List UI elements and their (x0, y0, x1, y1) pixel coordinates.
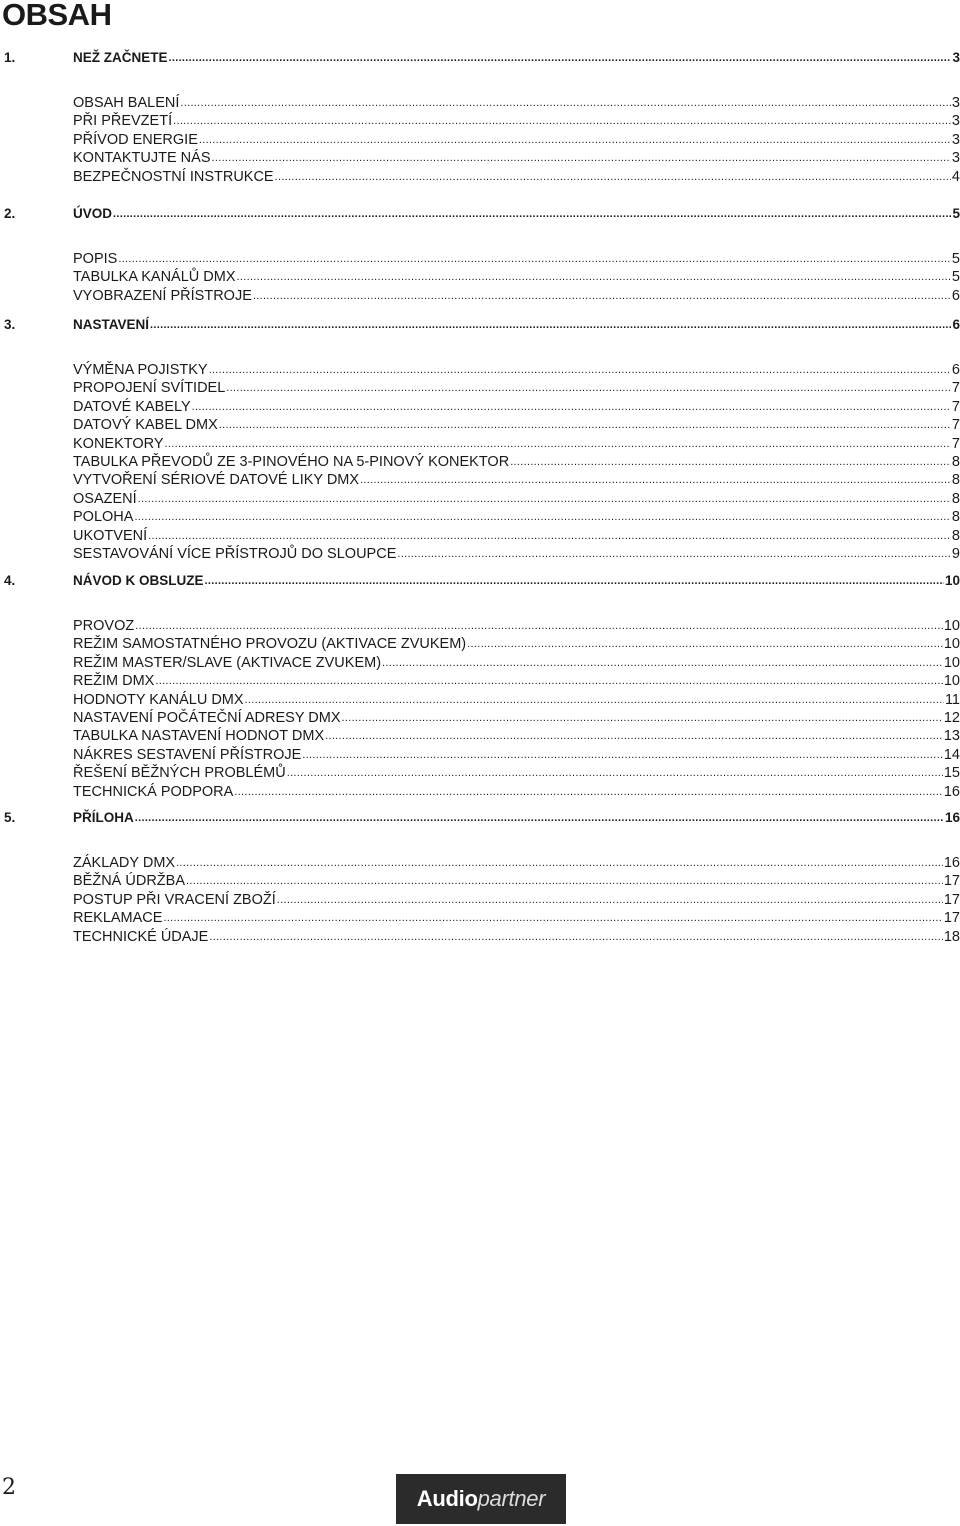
audiopartner-logo (396, 1474, 566, 1524)
toc-entry-label: HODNOTY KANÁLU DMX (73, 691, 244, 708)
toc-entry[interactable] (73, 112, 960, 130)
section-number: 5. (4, 810, 16, 825)
toc-entry[interactable] (73, 453, 960, 471)
toc-entry-page: 14 (943, 746, 960, 763)
dot-leader (135, 809, 944, 827)
toc-entry-label: POSTUP PŘI VRACENÍ ZBOŽÍ (73, 891, 276, 908)
dot-leader (212, 149, 951, 167)
toc-entry-label: VYOBRAZENÍ PŘÍSTROJE (73, 287, 252, 304)
toc-entry-page: 6 (951, 287, 960, 304)
section-number: 1. (4, 50, 16, 65)
toc-entry-page: 11 (944, 691, 960, 708)
toc-entry-label: REKLAMACE (73, 910, 163, 927)
dot-leader (205, 572, 944, 590)
section-heading-label: NÁVOD K OBSLUZE (73, 573, 204, 588)
toc-entry-label: REŽIM SAMOSTATNÉHO PROVOZU (AKTIVACE ZVUKEM) (73, 636, 467, 653)
toc-entry-label: TABULKA KANÁLŮ DMX (73, 269, 236, 286)
toc-entry[interactable] (73, 416, 960, 434)
dot-leader (325, 727, 943, 745)
toc-entry-page: 18 (943, 928, 960, 945)
toc-entry[interactable] (73, 361, 960, 379)
dot-leader (173, 112, 951, 130)
toc-entry-label: PŘÍVOD ENERGIE (73, 131, 198, 148)
toc-entry-page: 3 (951, 150, 960, 167)
toc-entry-label: REŽIM MASTER/SLAVE (AKTIVACE ZVUKEM) (73, 654, 382, 671)
toc-entry-label: NASTAVENÍ POČÁTEČNÍ ADRESY DMX (73, 710, 341, 726)
dot-leader (234, 783, 943, 801)
toc-entry[interactable] (73, 617, 960, 635)
toc-entry-page: 8 (951, 490, 960, 507)
section-heading-label: NEŽ ZAČNETE (73, 50, 168, 65)
dot-leader (134, 508, 950, 526)
logo-text (417, 1486, 545, 1512)
toc-entry-page: 8 (951, 509, 960, 526)
toc-entry-label: ŘEŠENÍ BĚŽNÝCH PROBLÉMŮ (73, 765, 286, 782)
toc-entry-label: POLOHA (73, 509, 134, 526)
toc-entry[interactable] (73, 435, 960, 453)
toc-entry-page: 15 (943, 765, 960, 782)
dot-leader (253, 287, 951, 305)
toc-entry[interactable] (73, 635, 960, 653)
toc-entry-label: VYTVOŘENÍ SÉRIOVÉ DATOVÉ LIKY DMX (73, 472, 360, 489)
toc-entry[interactable] (73, 928, 960, 946)
toc-entry-page: 5 (951, 269, 960, 286)
dot-leader (277, 891, 943, 909)
toc-entry-page: 17 (943, 910, 960, 927)
section-heading-label: ÚVOD (73, 206, 113, 221)
toc-entry-page: 16 (943, 783, 960, 800)
dot-leader (155, 672, 943, 690)
dot-leader (199, 131, 951, 149)
toc-entry[interactable] (73, 471, 960, 489)
toc-entry[interactable] (73, 783, 960, 801)
toc-entry[interactable] (73, 854, 960, 872)
toc-entry-page: 6 (951, 362, 960, 378)
toc-entry-page: 8 (951, 472, 960, 489)
toc-entry-page: 8 (951, 527, 960, 544)
toc-entry-page: 8 (951, 454, 960, 470)
toc-entry-label: KONTAKTUJTE NÁS (73, 150, 211, 167)
dot-leader (176, 854, 943, 872)
toc-entry-page: 7 (951, 435, 960, 452)
toc-entry-page: 7 (951, 380, 960, 397)
section-number: 3. (4, 317, 16, 332)
toc-entry-label: POPIS (73, 251, 118, 267)
dot-leader (192, 398, 951, 416)
toc-entry-label: BEZPEČNOSTNÍ INSTRUKCE (73, 168, 274, 185)
toc-entry-page: 9 (951, 546, 960, 562)
dot-leader (138, 490, 951, 508)
section-heading-page: 3 (952, 50, 960, 65)
toc-entry-label: TABULKA PŘEVODŮ ZE 3-PINOVÉHO NA 5-PINOVÝ KONEKTOR (73, 454, 510, 470)
toc-entry-page: 10 (943, 618, 960, 634)
dot-leader (148, 527, 951, 545)
toc-entry[interactable] (73, 508, 960, 526)
dot-leader (467, 635, 943, 653)
section-number: 2. (4, 206, 16, 221)
toc-entry-page: 10 (943, 636, 960, 653)
toc-entry[interactable] (73, 94, 960, 112)
toc-entry[interactable] (73, 168, 960, 186)
toc-entry-label: PROVOZ (73, 618, 135, 634)
toc-entry-page: 17 (943, 891, 960, 908)
toc-entry-page: 16 (943, 855, 960, 871)
dot-leader (186, 872, 943, 890)
toc-entry-page: 3 (951, 131, 960, 148)
toc-entry[interactable] (73, 250, 960, 268)
toc-entry[interactable] (73, 149, 960, 167)
toc-entry-label: SESTAVOVÁNÍ VÍCE PŘÍSTROJŮ DO SLOUPCE (73, 546, 397, 562)
toc-entry-page: 12 (943, 710, 960, 726)
dot-leader (180, 94, 951, 112)
dot-leader (165, 435, 951, 453)
toc-entry[interactable] (73, 691, 960, 709)
page-title: OBSAH (2, 0, 112, 32)
toc-entry[interactable] (73, 287, 960, 305)
dot-leader (113, 205, 951, 223)
dot-leader (135, 617, 943, 635)
toc-entry[interactable] (73, 764, 960, 782)
toc-entry-label: TABULKA NASTAVENÍ HODNOT DMX (73, 728, 325, 745)
toc-entry-label: UKOTVENÍ (73, 527, 148, 544)
toc-entry[interactable] (73, 709, 960, 727)
toc-entry[interactable] (73, 379, 960, 397)
toc-entry-label: NÁKRES SESTAVENÍ PŘÍSTROJE (73, 746, 302, 763)
dot-leader (226, 379, 951, 397)
dot-leader (360, 471, 951, 489)
toc-entry[interactable] (73, 746, 960, 764)
toc-entry[interactable] (73, 398, 960, 416)
toc-entry-page: 13 (943, 728, 960, 745)
dot-leader (397, 545, 951, 563)
section-heading-label: PŘÍLOHA (73, 810, 134, 825)
section-heading[interactable] (73, 49, 960, 67)
dot-leader (302, 746, 943, 764)
dot-leader (510, 453, 951, 471)
toc-entry[interactable] (73, 131, 960, 149)
toc-entry-label: PŘI PŘEVZETÍ (73, 113, 173, 130)
dot-leader (118, 250, 951, 268)
toc-entry[interactable] (73, 672, 960, 690)
toc-entry[interactable] (73, 490, 960, 508)
toc-entry[interactable] (73, 872, 960, 890)
dot-leader (169, 49, 952, 67)
logo-text-light: partner (477, 1486, 546, 1511)
toc-entry-label: BĚŽNÁ ÚDRŽBA (73, 873, 185, 890)
dot-leader (219, 416, 951, 434)
toc-entry[interactable] (73, 727, 960, 745)
dot-leader (209, 361, 951, 379)
toc-entry[interactable] (73, 268, 960, 286)
section-heading[interactable] (73, 205, 960, 223)
toc-entry[interactable] (73, 909, 960, 927)
toc-entry-page: 4 (951, 168, 960, 185)
toc-entry[interactable] (73, 654, 960, 672)
toc-entry-label: REŽIM DMX (73, 673, 155, 690)
toc-entry-label: VÝMĚNA POJISTKY (73, 362, 208, 378)
toc-entry-page: 7 (951, 417, 960, 434)
section-heading-page: 16 (944, 810, 960, 825)
toc-entry-label: OSAZENÍ (73, 490, 137, 507)
dot-leader (150, 316, 951, 334)
dot-leader (275, 168, 951, 186)
toc-entry-page: 3 (951, 113, 960, 130)
section-heading-page: 10 (944, 573, 960, 588)
toc-entry-page: 3 (951, 95, 960, 111)
toc-entry-label: OBSAH BALENÍ (73, 95, 180, 111)
section-heading-label: NASTAVENÍ (73, 317, 150, 332)
section-heading[interactable] (73, 809, 960, 827)
toc-entry[interactable] (73, 891, 960, 909)
dot-leader (382, 654, 943, 672)
toc-entry-page: 7 (951, 398, 960, 415)
page-number: 2 (2, 1475, 16, 1500)
dot-leader (237, 268, 951, 286)
toc-entry-page: 17 (943, 873, 960, 890)
toc-entry-page: 10 (943, 673, 960, 690)
section-heading[interactable] (73, 572, 960, 590)
toc-entry-label: KONEKTORY (73, 435, 164, 452)
dot-leader (209, 928, 943, 946)
toc-entry-label: TECHNICKÉ ÚDAJE (73, 928, 209, 945)
toc-entry-page: 5 (951, 251, 960, 267)
section-heading-page: 5 (952, 206, 960, 221)
toc-entry-label: TECHNICKÁ PODPORA (73, 783, 234, 800)
toc-entry[interactable] (73, 545, 960, 563)
dot-leader (245, 691, 944, 709)
section-number: 4. (4, 573, 16, 588)
dot-leader (163, 909, 942, 927)
dot-leader (342, 709, 943, 727)
toc-entry-label: DATOVÝ KABEL DMX (73, 417, 218, 434)
section-heading[interactable] (73, 316, 960, 334)
toc-entry-page: 10 (943, 654, 960, 671)
section-heading-page: 6 (952, 317, 960, 332)
toc-entry-label: PROPOJENÍ SVÍTIDEL (73, 380, 226, 397)
toc-entry-label: DATOVÉ KABELY (73, 398, 191, 415)
toc-entry[interactable] (73, 527, 960, 545)
logo-text-bold: Audio (416, 1486, 478, 1511)
toc-entry-label: ZÁKLADY DMX (73, 855, 176, 871)
dot-leader (287, 764, 943, 782)
